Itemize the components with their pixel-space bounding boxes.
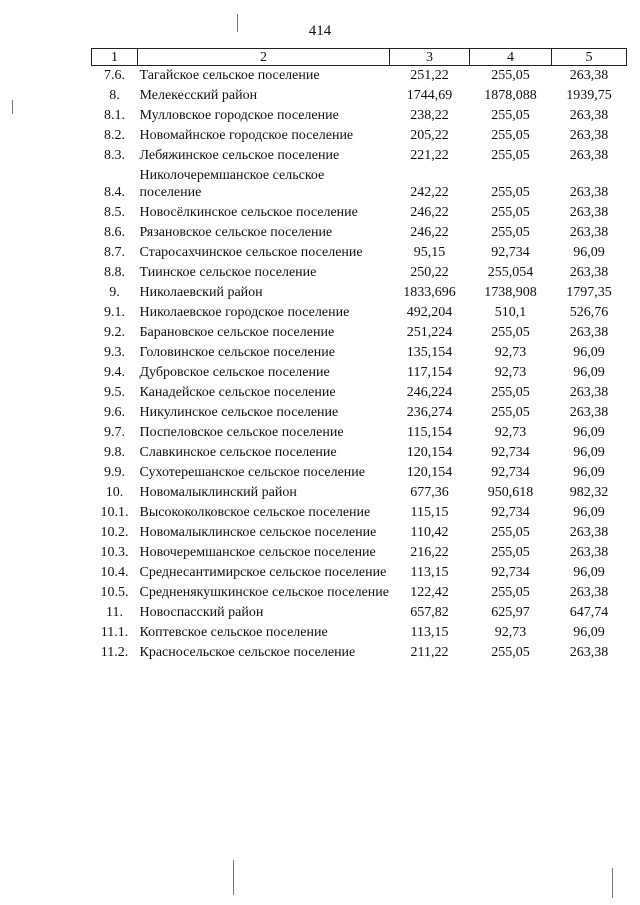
row-name: Поспеловское сельское поселение xyxy=(139,425,344,440)
row-number: 8.3. xyxy=(104,148,125,163)
row-value-4: 92,73 xyxy=(494,425,527,440)
row-value-5: 96,09 xyxy=(573,445,605,460)
row-number: 8.1. xyxy=(104,108,125,123)
table-row xyxy=(92,263,627,283)
table-row xyxy=(92,303,627,323)
row-name: Новочеремшанское сельское поселение xyxy=(139,545,376,560)
table-row xyxy=(92,86,627,106)
row-name: Новомалыклинское сельское поселение xyxy=(139,525,377,540)
row-number: 10. xyxy=(105,485,124,500)
row-name: Николочеремшанское сельское поселение xyxy=(139,168,325,200)
table-row xyxy=(92,563,627,583)
table-row xyxy=(92,343,627,363)
row-value-5: 263,38 xyxy=(569,185,609,200)
row-value-5: 263,38 xyxy=(569,645,609,660)
scan-artifact xyxy=(233,860,234,895)
row-value-4: 255,054 xyxy=(487,265,534,280)
row-value-3: 95,15 xyxy=(413,245,446,260)
row-value-4: 92,734 xyxy=(491,465,530,480)
row-number: 8.8. xyxy=(104,265,125,280)
table-row xyxy=(92,443,627,463)
row-value-4: 92,734 xyxy=(491,505,530,520)
row-value-5: 263,38 xyxy=(569,205,609,220)
row-name: Мелекесский район xyxy=(139,88,258,103)
row-value-5: 263,38 xyxy=(569,545,609,560)
table-row xyxy=(92,603,627,623)
row-value-5: 263,38 xyxy=(569,108,609,123)
row-number: 7.6. xyxy=(104,68,125,83)
row-name: Дубровское сельское поселение xyxy=(139,365,330,380)
row-value-5: 96,09 xyxy=(573,425,605,440)
row-value-4: 950,618 xyxy=(487,485,534,500)
table-row xyxy=(92,403,627,423)
row-name: Высококолковское сельское поселение xyxy=(139,505,371,520)
row-value-4: 255,05 xyxy=(491,545,530,560)
row-number: 9. xyxy=(109,285,120,300)
row-value-3: 221,22 xyxy=(410,148,449,163)
row-value-3: 238,22 xyxy=(410,108,449,123)
table-row xyxy=(92,583,627,603)
header-cell-5: 5 xyxy=(552,49,627,66)
table-row xyxy=(92,483,627,503)
row-value-3: 242,22 xyxy=(410,185,449,200)
row-value-4: 255,05 xyxy=(491,205,530,220)
row-name: Сухотерешанское сельское поселение xyxy=(139,465,365,480)
row-name: Тагайское сельское поселение xyxy=(139,68,320,83)
row-name: Среднесантимирское сельское поселение xyxy=(139,565,387,580)
row-name: Николаевский район xyxy=(139,285,263,300)
row-value-3: 113,15 xyxy=(410,565,449,580)
row-value-5: 96,09 xyxy=(573,505,605,520)
row-number: 8. xyxy=(109,88,120,103)
row-value-4: 92,73 xyxy=(494,625,527,640)
row-number: 8.6. xyxy=(104,225,125,240)
row-number: 10.2. xyxy=(100,525,129,540)
row-number: 11. xyxy=(106,605,123,620)
table-row xyxy=(92,463,627,483)
row-number: 9.5. xyxy=(104,385,125,400)
row-name: Лебяжинское сельское поселение xyxy=(139,148,340,163)
row-name: Канадейское сельское поселение xyxy=(139,385,336,400)
row-number: 10.4. xyxy=(100,565,129,580)
row-name: Мулловское городское поселение xyxy=(139,108,339,123)
row-number: 8.2. xyxy=(104,128,125,143)
row-name: Тиинское сельское поселение xyxy=(139,265,317,280)
row-value-4: 255,05 xyxy=(491,645,530,660)
row-name: Никулинское сельское поселение xyxy=(139,405,339,420)
row-value-5: 263,38 xyxy=(569,405,609,420)
row-value-3: 135,154 xyxy=(406,345,453,360)
row-value-3: 120,154 xyxy=(406,445,453,460)
row-value-4: 255,05 xyxy=(491,405,530,420)
row-number: 9.3. xyxy=(104,345,125,360)
header-cell-2: 2 xyxy=(138,49,390,66)
row-name: Новомалыклинский район xyxy=(139,485,297,500)
row-value-3: 211,22 xyxy=(410,645,449,660)
row-number: 9.7. xyxy=(104,425,125,440)
scan-artifact xyxy=(612,868,613,898)
row-value-4: 92,734 xyxy=(491,245,530,260)
row-value-4: 1878,088 xyxy=(484,88,537,103)
table-row xyxy=(92,543,627,563)
row-value-5: 263,38 xyxy=(569,68,609,83)
row-value-3: 120,154 xyxy=(406,465,453,480)
row-value-3: 251,22 xyxy=(410,68,449,83)
row-value-3: 1833,696 xyxy=(403,285,456,300)
row-value-5: 1939,75 xyxy=(566,88,612,103)
row-value-5: 982,32 xyxy=(569,485,609,500)
row-number: 11.2. xyxy=(100,645,129,660)
row-value-5: 647,74 xyxy=(569,605,609,620)
row-value-5: 96,09 xyxy=(573,365,605,380)
row-value-4: 255,05 xyxy=(491,68,530,83)
table-row xyxy=(92,623,627,643)
page-number: 414 xyxy=(308,23,332,39)
header-cell-4: 4 xyxy=(470,49,552,66)
row-number: 9.4. xyxy=(104,365,125,380)
row-value-3: 657,82 xyxy=(410,605,449,620)
row-value-5: 263,38 xyxy=(569,148,609,163)
table-row xyxy=(92,383,627,403)
row-value-3: 1744,69 xyxy=(406,88,453,103)
table-row xyxy=(92,323,627,343)
row-value-3: 492,204 xyxy=(406,305,453,320)
row-value-4: 255,05 xyxy=(491,585,530,600)
table-row xyxy=(92,203,627,223)
scan-artifact xyxy=(12,100,13,114)
row-name: Николаевское городское поселение xyxy=(139,305,350,320)
row-number: 8.4. xyxy=(104,185,125,200)
row-value-3: 246,224 xyxy=(406,385,453,400)
row-value-4: 1738,908 xyxy=(484,285,537,300)
row-value-5: 1797,35 xyxy=(566,285,612,300)
row-value-4: 625,97 xyxy=(491,605,530,620)
row-value-5: 96,09 xyxy=(573,465,605,480)
table-row xyxy=(92,423,627,443)
row-value-5: 263,38 xyxy=(569,128,609,143)
row-value-5: 263,38 xyxy=(569,385,609,400)
row-value-4: 255,05 xyxy=(491,385,530,400)
row-name: Старосахчинское сельское поселение xyxy=(139,245,363,260)
row-value-5: 263,38 xyxy=(569,525,609,540)
row-value-4: 92,73 xyxy=(494,365,527,380)
row-number: 9.6. xyxy=(104,405,125,420)
row-name: Средненякушкинское сельское поселение xyxy=(139,585,389,600)
row-number: 9.1. xyxy=(104,305,125,320)
row-number: 10.5. xyxy=(100,585,129,600)
row-value-3: 205,22 xyxy=(410,128,449,143)
row-value-3: 236,274 xyxy=(406,405,453,420)
row-value-5: 263,38 xyxy=(569,265,609,280)
table-body xyxy=(92,66,627,664)
row-name: Новомайнское городское поселение xyxy=(139,128,354,143)
row-value-5: 263,38 xyxy=(569,585,609,600)
row-value-4: 255,05 xyxy=(491,525,530,540)
row-number: 10.1. xyxy=(100,505,129,520)
row-name: Коптевское сельское поселение xyxy=(139,625,328,640)
row-value-3: 677,36 xyxy=(410,485,449,500)
row-value-4: 255,05 xyxy=(491,128,530,143)
row-number: 8.7. xyxy=(104,245,125,260)
row-value-5: 263,38 xyxy=(569,325,609,340)
row-value-3: 216,22 xyxy=(410,545,449,560)
row-value-5: 263,38 xyxy=(569,225,609,240)
row-value-3: 250,22 xyxy=(410,265,449,280)
row-number: 9.9. xyxy=(104,465,125,480)
header-cell-1: 1 xyxy=(92,49,138,66)
table-row xyxy=(92,223,627,243)
table-row xyxy=(92,166,627,203)
row-value-3: 122,42 xyxy=(410,585,449,600)
row-name: Рязановское сельское поселение xyxy=(139,225,333,240)
row-value-4: 92,734 xyxy=(491,445,530,460)
row-value-3: 115,15 xyxy=(410,505,449,520)
row-number: 11.1. xyxy=(100,625,129,640)
row-value-3: 115,154 xyxy=(407,425,452,440)
row-value-5: 96,09 xyxy=(573,245,605,260)
header-row xyxy=(92,49,627,66)
row-value-4: 92,73 xyxy=(494,345,527,360)
row-name: Новосёлкинское сельское поселение xyxy=(139,205,358,220)
row-value-5: 96,09 xyxy=(573,625,605,640)
row-value-4: 255,05 xyxy=(491,108,530,123)
row-value-4: 255,05 xyxy=(491,148,530,163)
row-value-3: 113,15 xyxy=(410,625,449,640)
row-value-5: 96,09 xyxy=(573,345,605,360)
data-table xyxy=(91,48,627,663)
table-row xyxy=(92,146,627,166)
table-row xyxy=(92,106,627,126)
table-row xyxy=(92,643,627,663)
row-name: Барановское сельское поселение xyxy=(139,325,335,340)
row-number: 9.2. xyxy=(104,325,125,340)
row-value-3: 246,22 xyxy=(410,225,449,240)
row-name: Красносельское сельское поселение xyxy=(139,645,356,660)
row-value-3: 251,224 xyxy=(406,325,453,340)
row-number: 9.8. xyxy=(104,445,125,460)
row-value-4: 92,734 xyxy=(491,565,530,580)
row-number: 10.3. xyxy=(100,545,129,560)
row-value-3: 117,154 xyxy=(407,365,452,380)
table-row xyxy=(92,523,627,543)
row-value-5: 526,76 xyxy=(569,305,609,320)
header-cell-3: 3 xyxy=(390,49,470,66)
table-row xyxy=(92,283,627,303)
row-name: Новоспасский район xyxy=(139,605,264,620)
row-value-4: 510,1 xyxy=(494,305,527,320)
row-value-5: 96,09 xyxy=(573,565,605,580)
table-row xyxy=(92,503,627,523)
table-row xyxy=(92,363,627,383)
table-row xyxy=(92,126,627,146)
row-value-3: 246,22 xyxy=(410,205,449,220)
row-value-4: 255,05 xyxy=(491,325,530,340)
row-name: Славкинское сельское поселение xyxy=(139,445,337,460)
row-value-3: 110,42 xyxy=(410,525,449,540)
row-number: 8.5. xyxy=(104,205,125,220)
row-name: Головинское сельское поселение xyxy=(139,345,335,360)
table-row xyxy=(92,243,627,263)
table-row xyxy=(92,66,627,87)
row-value-4: 255,05 xyxy=(491,185,530,200)
row-value-4: 255,05 xyxy=(491,225,530,240)
